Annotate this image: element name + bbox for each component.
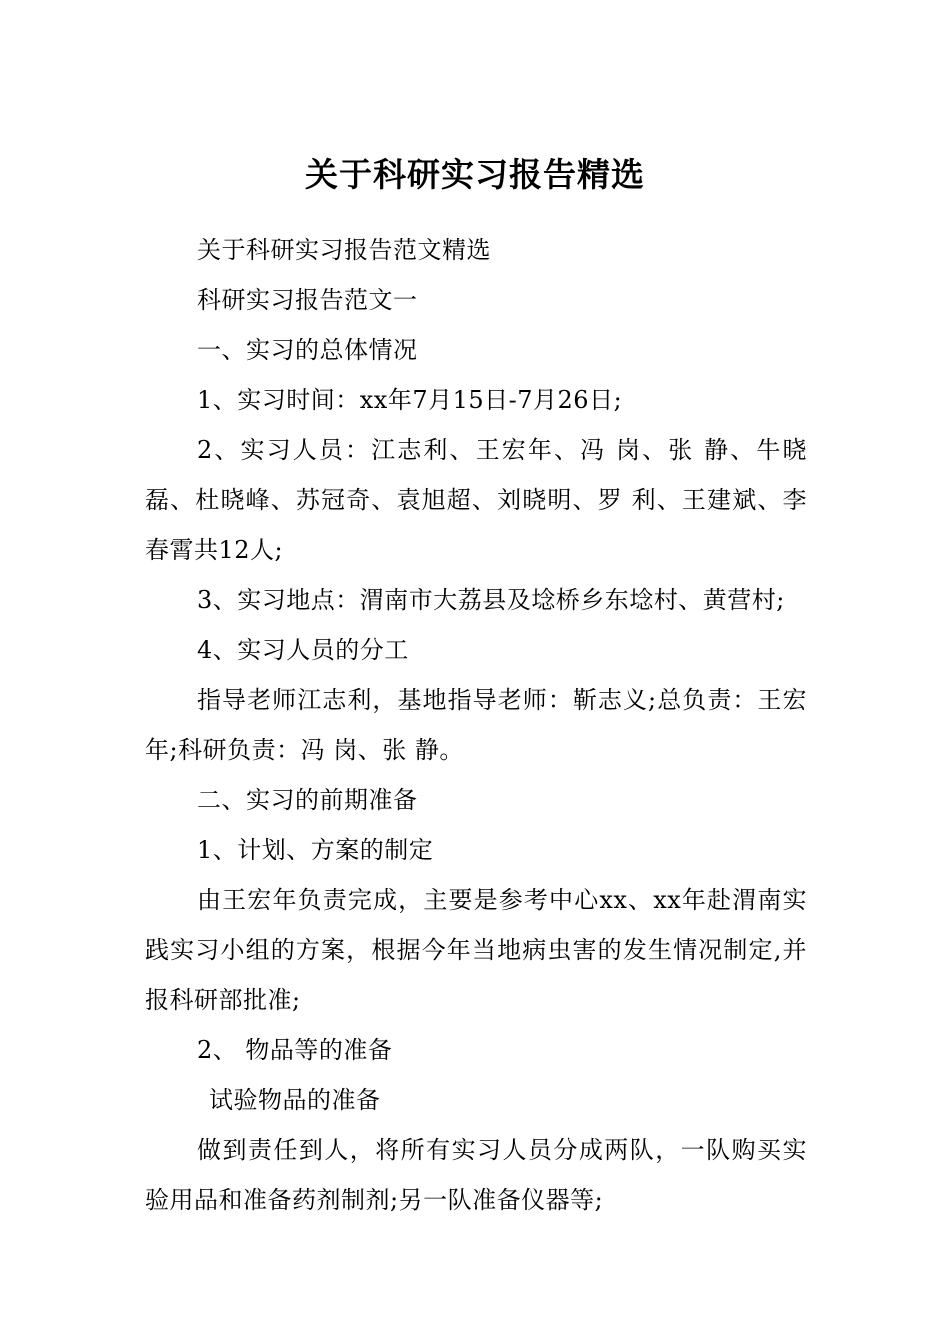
paragraph-team-assignment: 做到责任到人，将所有实习人员分成两队，一队购买实验用品和准备药剂制剂;另一队准备仪器等; (145, 1136, 807, 1214)
paragraph-heading-preparation: 二、实习的前期准备 (197, 786, 418, 814)
paragraph-internship-staff: 2、实习人员：江志利、王宏年、冯 岗、张 静、牛晓磊、杜晓峰、苏冠奇、袁旭超、刘晓明、罗 利、王建斌、李春霄共12人; (145, 436, 807, 564)
paragraph-internship-time: 1、实习时间：xx年7月15日-7月26日; (197, 386, 623, 414)
paragraph-section-heading: 科研实习报告范文一 (197, 286, 418, 314)
paragraph-heading-overview: 一、实习的总体情况 (197, 336, 418, 364)
paragraph-plan-heading: 1、计划、方案的制定 (197, 836, 434, 864)
document-title: 关于科研实习报告精选 (305, 155, 645, 195)
paragraph-test-materials: 试验物品的准备 (209, 1086, 381, 1114)
paragraph-supervisors: 指导老师江志利，基地指导老师：靳志义;总负责：王宏年;科研负责：冯 岗、张 静。 (145, 686, 807, 764)
paragraph-subtitle: 关于科研实习报告范文精选 (197, 236, 491, 264)
document-body (145, 225, 807, 1225)
paragraph-plan-detail: 由王宏年负责完成，主要是参考中心xx、xx年赴渭南实践实习小组的方案，根据今年当地病虫害的发生情况制定,并报科研部批准; (145, 886, 807, 1014)
paragraph-internship-location: 3、实习地点：渭南市大荔县及埝桥乡东埝村、黄营村; (197, 586, 785, 614)
paragraph-materials-heading: 2、 物品等的准备 (197, 1036, 393, 1064)
paragraph-division-of-labor: 4、实习人员的分工 (197, 636, 409, 664)
